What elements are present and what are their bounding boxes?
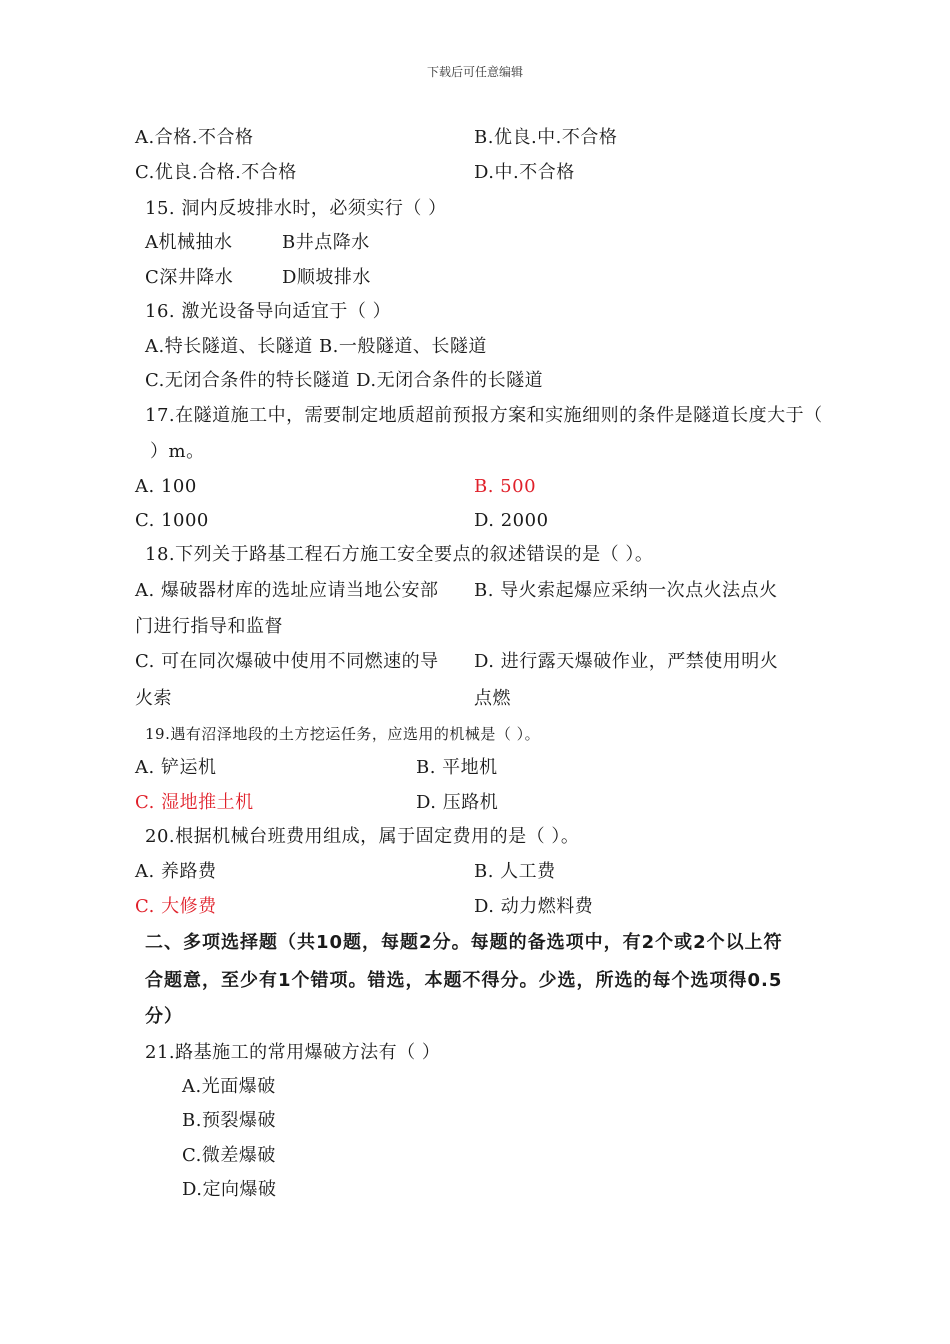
section2-heading-line2: 合题意，至少有1个错项。错选，本题不得分。少选，所选的每个选项得0.5 — [145, 970, 783, 991]
q17-stem-line2: ）m。 — [150, 441, 205, 462]
page-header: 下载后可任意编辑 — [426, 65, 523, 79]
q15-option-b: B井点降水 — [282, 232, 370, 253]
q20-option-d: D. 动力燃料费 — [474, 896, 594, 917]
q15-option-a: A机械抽水 — [145, 232, 233, 253]
q18-option-a-line1: A. 爆破器材库的选址应请当地公安部 — [135, 580, 439, 601]
q18-option-d-line1: D. 进行露天爆破作业，严禁使用明火 — [474, 651, 779, 672]
q20-option-c-answer: C. 大修费 — [135, 896, 217, 917]
q18-option-a-line2: 门进行指导和监督 — [135, 616, 283, 637]
section2-heading-line1: 二、多项选择题（共10题，每题2分。每题的备选项中，有2个或2个以上符 — [145, 932, 783, 953]
q20-option-a: A. 养路费 — [135, 861, 217, 882]
q18-stem: 18.下列关于路基工程石方施工安全要点的叙述错误的是（ ）。 — [145, 544, 654, 565]
q18-option-c-line1: C. 可在同次爆破中使用不同燃速的导 — [135, 651, 439, 672]
q18-option-b-line1: B. 导火索起爆应采纳一次点火法点火 — [474, 580, 778, 601]
q19-option-b: B. 平地机 — [416, 757, 498, 778]
q17-option-a: A. 100 — [135, 476, 197, 497]
q16-stem: 16. 激光设备导向适宜于（ ） — [145, 301, 392, 322]
q15-option-d: D顺坡排水 — [282, 267, 371, 288]
q15-option-c: C深井降水 — [145, 267, 234, 288]
q20-option-b: B. 人工费 — [474, 861, 556, 882]
q14-option-d: D.中.不合格 — [474, 162, 575, 183]
q18-option-c-line2: 火索 — [135, 688, 172, 709]
q19-stem: 19.遇有沼泽地段的土方挖运任务，应选用的机械是（ ）。 — [145, 725, 541, 743]
q14-option-a: A.合格.不合格 — [135, 127, 254, 148]
q21-option-d: D.定向爆破 — [182, 1179, 277, 1200]
q16-options-ab: A.特长隧道、长隧道 B.一般隧道、长隧道 — [145, 336, 487, 357]
q21-option-c: C.微差爆破 — [182, 1145, 276, 1166]
q19-option-d: D. 压路机 — [416, 792, 499, 813]
q17-option-b-answer: B. 500 — [474, 476, 537, 497]
section2-heading-line3: 分） — [145, 1006, 183, 1027]
q21-option-b: B.预裂爆破 — [182, 1110, 276, 1131]
q19-option-c-answer: C. 湿地推土机 — [135, 792, 254, 813]
q18-option-d-line2: 点燃 — [474, 688, 511, 709]
q15-stem: 15. 洞内反坡排水时，必须实行（ ） — [145, 198, 447, 219]
q17-stem-line1: 17.在隧道施工中，需要制定地质超前预报方案和实施细则的条件是隧道长度大于（ — [145, 405, 823, 426]
q14-option-b: B.优良.中.不合格 — [474, 127, 618, 148]
q17-option-d: D. 2000 — [474, 510, 549, 531]
q20-stem: 20.根据机械台班费用组成，属于固定费用的是（ ）。 — [145, 826, 580, 847]
q21-option-a: A.光面爆破 — [182, 1076, 276, 1097]
q14-option-c: C.优良.合格.不合格 — [135, 162, 297, 183]
q17-option-c: C. 1000 — [135, 510, 209, 531]
q19-option-a: A. 铲运机 — [135, 757, 217, 778]
q16-options-cd: C.无闭合条件的特长隧道 D.无闭合条件的长隧道 — [145, 370, 544, 391]
q21-stem: 21.路基施工的常用爆破方法有（ ） — [145, 1042, 441, 1063]
